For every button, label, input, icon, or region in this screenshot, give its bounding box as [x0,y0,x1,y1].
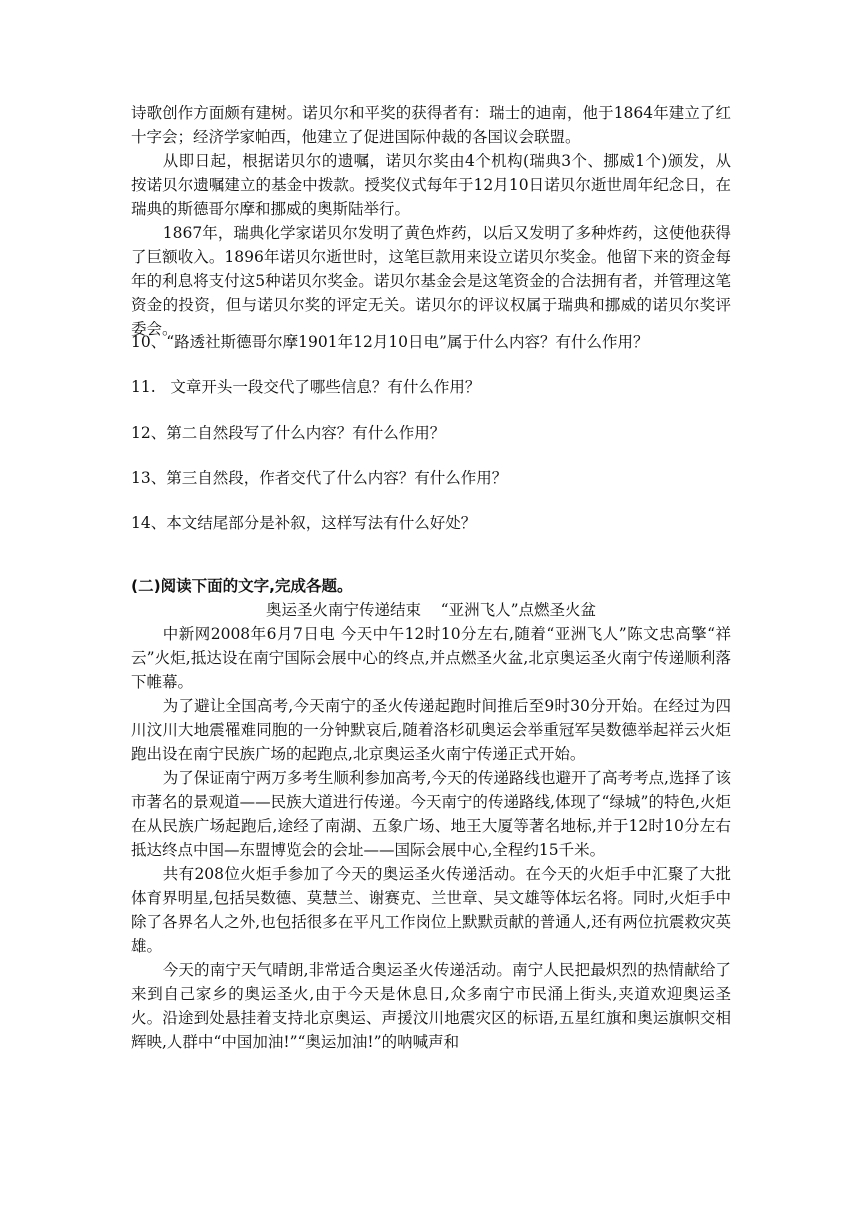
question-13: 13、第三自然段，作者交代了什么内容？有什么作用？ [131,469,508,487]
article-title: 奥运圣火南宁传递结束 “亚洲飞人”点燃圣火盆 [265,601,597,619]
question-14: 14、本文结尾部分是补叙，这样写法有什么好处？ [131,514,477,532]
paragraph-3: 1867年，瑞典化学家诺贝尔发明了黄色炸药，以后又发明了多种炸药，这使他获得了巨额收入。1896年诺贝尔逝世时，这笔巨款用来设立诺贝尔奖金。他留下来的资金每年的利息将支付这5种诺贝尔奖金。诺贝尔基金会是这笔资金的合法拥有者，并管理这笔资金的投资，但与诺贝尔奖的评定无关。诺贝尔的评议权属于瑞典和挪威的诺贝尔奖评委会。 [131,224,731,338]
article-paragraph-3: 为了保证南宁两万多考生顺利参加高考,今天的传递路线也避开了高考考点,选择了该市著名的景观道——民族大道进行传递。今天南宁的传递路线,体现了“绿城”的特色,火炬在从民族广场起跑后,途经了南湖、五象广场、地王大厦等著名地标,并于12时10分左右抵达终点中国—东盟博览会的会址——国际会展中心,全程约15千米。 [131,769,731,859]
section1-passage [131,101,731,341]
article-paragraph-4: 共有208位火炬手参加了今天的奥运圣火传递活动。在今天的火炬手中汇聚了大批体育界明星,包括吴数德、莫慧兰、谢赛克、兰世章、吴文雄等体坛名将。同时,火炬手中除了各界名人之外,也包括很多在平凡工作岗位上默默贡献的普通人,还有两位抗震救灾英雄。 [131,865,731,955]
question-10-block [131,330,731,354]
question-10: 10、“路透社斯德哥尔摩1901年12月10日电”属于什么内容？有什么作用？ [131,333,649,351]
section2-passage [131,574,731,1054]
question-11: 11. 文章开头一段交代了哪些信息？有什么作用？ [131,378,481,396]
article-paragraph-2: 为了避让全国高考,今天南宁的圣火传递起跑时间推后至9时30分开始。在经过为四川汶川大地震罹难同胞的一分钟默哀后,随着洛杉矶奥运会举重冠军吴数德举起祥云火炬跑出设在南宁民族广场的起跑点,北京奥运圣火南宁传递正式开始。 [131,697,731,763]
paragraph-2: 从即日起，根据诺贝尔的遗嘱，诺贝尔奖由4个机构(瑞典3个、挪威1个)颁发，从按诺贝尔遗嘱建立的基金中拨款。授奖仪式每年于12月10日诺贝尔逝世周年纪念日，在瑞典的斯德哥尔摩和挪威的奥斯陆举行。 [131,152,731,218]
question-14-block [131,511,731,535]
question-12: 12、第二自然段写了什么内容？有什么作用？ [131,424,446,442]
section-heading: (二)阅读下面的文字,完成各题。 [131,577,353,595]
question-11-block [131,375,731,399]
article-paragraph-5: 今天的南宁天气晴朗,非常适合奥运圣火传递活动。南宁人民把最炽烈的热情献给了来到自己家乡的奥运圣火,由于今天是休息日,众多南宁市民涌上街头,夹道欢迎奥运圣火。沿途到处悬挂着支持北京奥运、声援汶川地震灾区的标语,五星红旗和奥运旗帜交相辉映,人群中“中国加油!”“奥运加油!”的呐喊声和 [131,961,731,1051]
paragraph-1: 诗歌创作方面颇有建树。诺贝尔和平奖的获得者有：瑞士的迪南，他于1864年建立了红十字会；经济学家帕西，他建立了促进国际仲裁的各国议会联盟。 [131,104,731,146]
question-13-block [131,466,731,490]
question-12-block [131,421,731,445]
article-paragraph-1: 中新网2008年6月7日电 今天中午12时10分左右,随着“亚洲飞人”陈文忠高擎“祥云”火炬,抵达设在南宁国际会展中心的终点,并点燃圣火盆,北京奥运圣火南宁传递顺利落下帷幕。 [131,625,731,691]
